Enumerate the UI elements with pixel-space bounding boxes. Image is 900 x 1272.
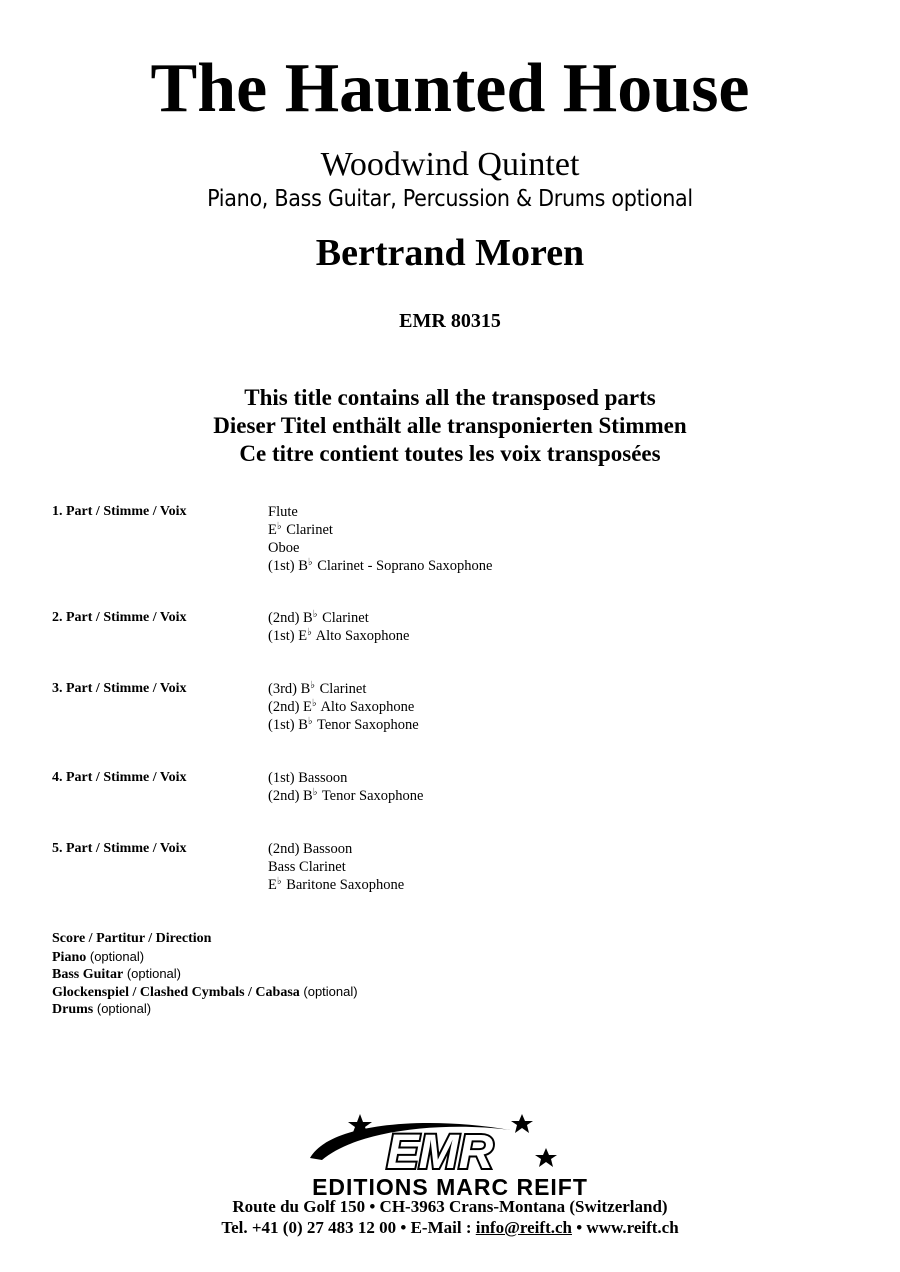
part-instruments xyxy=(268,609,409,645)
extra-note: (optional) xyxy=(126,966,182,981)
extra-item xyxy=(52,965,358,983)
instrument-name: Baritone Saxophone xyxy=(286,877,405,893)
email-link[interactable]: info@reift.ch xyxy=(475,1218,572,1237)
emr-logo xyxy=(300,1108,570,1180)
instrument-name: Alto Saxophone xyxy=(315,628,410,644)
instrument-item xyxy=(268,716,419,734)
instrument-item xyxy=(268,769,423,787)
extra-item xyxy=(52,930,358,948)
subtitle: Woodwind Quintet xyxy=(320,146,580,183)
instrument-name: Clarinet - Soprano Saxophone xyxy=(317,558,493,574)
instrument-name: Tenor Saxophone xyxy=(321,788,424,804)
extra-name: Bass Guitar xyxy=(52,967,124,982)
extra-item xyxy=(52,1000,358,1018)
instrument-prefix: (1st) xyxy=(268,558,295,574)
extra-item xyxy=(52,948,358,966)
publisher-contact xyxy=(0,1217,900,1238)
part-instruments xyxy=(268,503,492,575)
instrument-item xyxy=(268,787,423,805)
instrument-name: Flute xyxy=(268,504,298,520)
contact-phone: Tel. +41 (0) 27 483 12 00 • E-Mail : xyxy=(221,1218,472,1237)
notice-french: Ce titre contient toutes les voix transposées xyxy=(239,441,661,466)
instrument-item xyxy=(268,840,404,858)
instrument-name: Clarinet xyxy=(322,610,369,626)
instrument-name: Tenor Saxophone xyxy=(316,717,419,733)
instrument-prefix: (1st) xyxy=(268,770,295,786)
publisher-name: EDITIONS MARC REIFT xyxy=(312,1174,588,1200)
website[interactable]: • www.reift.ch xyxy=(576,1218,679,1237)
part-instruments xyxy=(268,680,419,734)
instrument-name: Clarinet xyxy=(319,681,367,697)
star-icon xyxy=(511,1114,533,1133)
star-icon xyxy=(535,1148,557,1167)
instrument-prefix: (1st) xyxy=(268,628,295,644)
instrument-item xyxy=(268,698,419,716)
notice-english: This title contains all the transposed parts xyxy=(244,385,656,410)
part-label: 5. Part / Stimme / Voix xyxy=(52,841,187,856)
extra-note: (optional) xyxy=(96,1001,152,1016)
extra-note: (optional) xyxy=(89,948,145,964)
part-label: 3. Part / Stimme / Voix xyxy=(52,681,187,696)
instrument-prefix: (1st) xyxy=(268,717,295,733)
part-instruments xyxy=(268,840,404,894)
extra-note: (optional) xyxy=(303,983,358,999)
instrument-prefix: (2nd) xyxy=(268,788,300,804)
logo-text: EMR xyxy=(386,1126,494,1179)
instrument-item xyxy=(268,858,404,876)
instrument-item xyxy=(268,609,409,627)
instrument-name: Bassoon xyxy=(298,770,348,786)
instrument-item xyxy=(268,503,492,521)
publisher-address: Route du Golf 150 • CH-3963 Crans-Montana (Switzerland) xyxy=(232,1197,668,1216)
instrument-item xyxy=(268,539,492,557)
part-instruments xyxy=(268,769,423,805)
extra-name: Drums xyxy=(52,1002,94,1017)
catalog-number: EMR 80315 xyxy=(399,310,501,332)
instrument-name: Bassoon xyxy=(303,841,353,857)
instrument-name: Oboe xyxy=(268,540,300,556)
extra-name: Piano xyxy=(52,949,87,965)
instrument-key: E♭ xyxy=(268,876,282,893)
part-label: 1. Part / Stimme / Voix xyxy=(52,504,187,519)
extra-item xyxy=(52,983,358,1001)
instrument-key: B♭ xyxy=(300,680,316,697)
transposed-parts-notice xyxy=(0,384,900,468)
instrument-prefix: (2nd) xyxy=(268,699,300,715)
instrument-item xyxy=(268,521,492,539)
instrument-key: E♭ xyxy=(268,521,282,538)
extra-name: Glockenspiel / Clashed Cymbals / Cabasa xyxy=(52,984,300,1000)
title: The Haunted House xyxy=(150,50,750,127)
notice-german: Dieser Titel enthält alle transponierten Stimmen xyxy=(213,413,687,438)
instrument-item xyxy=(268,876,404,894)
extra-name: Score / Partitur / Direction xyxy=(52,931,212,946)
extras-list xyxy=(52,930,358,1018)
instrumentation: Piano, Bass Guitar, Percussion & Drums optional xyxy=(207,186,693,212)
instrument-name: Bass Clarinet xyxy=(268,859,346,875)
instrument-key: B♭ xyxy=(298,716,313,733)
instrument-name: Alto Saxophone xyxy=(320,699,415,715)
instrument-prefix: (2nd) xyxy=(268,841,300,857)
instrument-prefix: (3rd) xyxy=(268,681,297,697)
part-label: 4. Part / Stimme / Voix xyxy=(52,770,187,785)
instrument-item xyxy=(268,680,419,698)
instrument-name: Clarinet xyxy=(286,522,333,538)
instrument-key: E♭ xyxy=(298,627,312,644)
instrument-key: B♭ xyxy=(298,557,313,574)
instrument-key: B♭ xyxy=(303,609,318,626)
composer: Bertrand Moren xyxy=(315,232,585,274)
instrument-item xyxy=(268,627,409,645)
instrument-item xyxy=(268,557,492,575)
instrument-prefix: (2nd) xyxy=(268,610,300,626)
instrument-key: E♭ xyxy=(303,698,317,715)
part-label: 2. Part / Stimme / Voix xyxy=(52,610,187,625)
instrument-key: B♭ xyxy=(303,787,318,804)
